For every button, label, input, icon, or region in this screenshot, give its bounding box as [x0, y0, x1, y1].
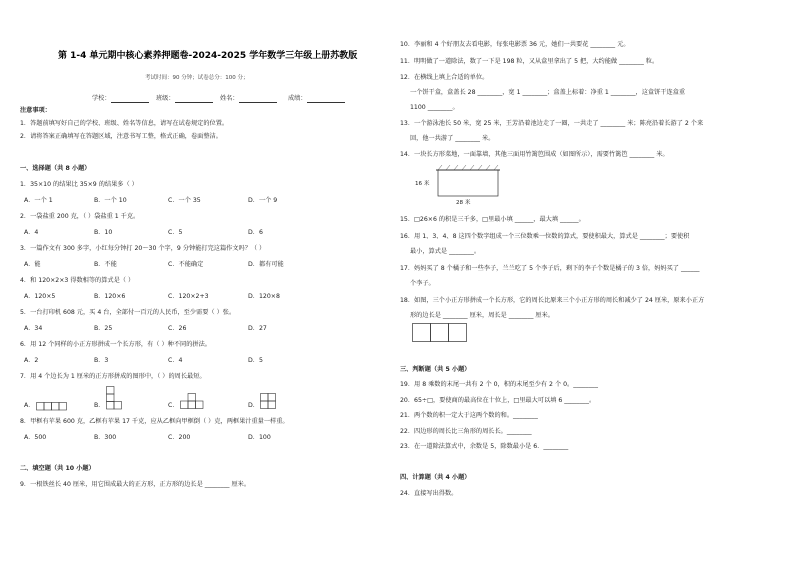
- option[interactable]: C．: [168, 402, 179, 409]
- notice-item: 2．请将答案正确填写在答题区域，注意书写工整，格式正确，卷面整洁。: [20, 133, 222, 140]
- option[interactable]: B．10: [94, 229, 113, 236]
- figure-label: 16 米: [415, 181, 430, 187]
- option[interactable]: B．300: [94, 434, 117, 441]
- shape-b-icon: [106, 386, 124, 411]
- section-heading: 一、选择题（共 8 小题）: [20, 165, 91, 172]
- option[interactable]: B．: [94, 402, 105, 409]
- option[interactable]: C．26: [168, 325, 187, 332]
- figure-label: 28 米: [456, 200, 471, 206]
- option[interactable]: D．27: [248, 325, 267, 332]
- question-text: 20．65÷□，要使商的最高位在十位上，□里最大可以填 6 ________。: [400, 397, 596, 404]
- option[interactable]: A．能: [24, 261, 41, 268]
- question-text: 7．用 4 个边长为 1 厘米的正方形拼成的图形中，（ ）的周长最短。: [20, 373, 206, 380]
- option[interactable]: D．100: [248, 434, 271, 441]
- option[interactable]: C．120×2+3: [168, 293, 209, 300]
- option[interactable]: B．一个 10: [94, 197, 127, 204]
- option[interactable]: A．500: [24, 434, 47, 441]
- option[interactable]: C．200: [168, 434, 191, 441]
- option[interactable]: B．120×6: [94, 293, 126, 300]
- question-text: 4．和 120×2×3 得数相等的算式是（ ）: [20, 277, 135, 284]
- question-text: 17．妈妈买了 8 个橘子和一些李子，兰兰吃了 5 个李子后，剩下的李子个数是橘子的 3 倍，妈妈买了 ______: [400, 265, 700, 272]
- option[interactable]: C．5: [168, 229, 183, 236]
- section-heading: 三、判断题（共 5 小题）: [400, 366, 471, 373]
- question-text: 15．□26×6 的积是三千多，□里最小填 ______，最大填 ______。: [400, 216, 585, 223]
- option[interactable]: A．一个 1: [24, 197, 53, 204]
- question-text: 10．李丽和 4 个好朋友去看电影，每张电影票 36 元，她们一共要花 ________ 元。: [400, 41, 630, 48]
- shape-d-icon: [260, 393, 278, 411]
- question-text: 5．一台打印机 608 元，买 4 台，全部付一百元的人民币，至少需要（ ）张。: [20, 309, 236, 316]
- notice-item: 1．答题前填写好自己的学校、班级、姓名等信息，请写在试卷规定的位置。: [20, 120, 229, 127]
- question-text: 11．明明做了一道除法，数了一下是 198 粒，又从盒里拿出了 5 把，大约能做 ________ 粒。: [400, 58, 659, 65]
- option[interactable]: B．不能: [94, 261, 117, 268]
- question-text: 8．甲框有苹果 600 克，乙框有苹果 17 千克，应从乙框向甲框倒（ ）克，两框果汁重量一样重。: [20, 418, 289, 425]
- question-text: 13．一个游泳池长 50 米，宽 25 米，王芳沿着池边走了一圈，一共走了 ________ 米；陈亮沿着长游了 2 个来: [400, 120, 704, 127]
- option[interactable]: A．4: [24, 229, 39, 236]
- shape-a-icon: [36, 402, 68, 411]
- question-text: 3．一篇作文有 300 多字，小红每分钟打 20～30 个字，9 分钟能打完这篇作文吗？（ ）: [20, 245, 266, 252]
- question-text: 18．如图，三个小正方形拼成一个长方形，它的周长比原来三个小正方形的周长和减少了 24 厘米，原来小正方: [400, 297, 705, 304]
- class-field[interactable]: 班级：: [156, 95, 213, 103]
- exam-info: 考试时间：90 分钟；试卷总分：100 分；: [145, 75, 249, 81]
- question-text: 1100 ________。: [410, 104, 459, 111]
- question-text: 最小，算式是 ________。: [410, 248, 481, 255]
- three-squares-figure: [412, 323, 472, 343]
- option[interactable]: D．120×8: [248, 293, 280, 300]
- section-heading: 二、填空题（共 10 小题）: [20, 465, 95, 472]
- question-text: 16．用 1、3、4、8 这四个数字组成一个三位数乘一位数的算式，要使积最大，算式是 ________；要使积: [400, 233, 690, 240]
- question-text: 1．35×10 的结果比 35×9 的结果多（ ）: [20, 181, 138, 188]
- question-text: 22．四边形的周长比三角形的周长长。________: [400, 428, 532, 435]
- question-text: 19．用 8 乘数的末尾一共有 2 个 0，积的末尾至少有 2 个 0。________: [400, 381, 598, 388]
- score-field[interactable]: 成绩：: [288, 95, 345, 103]
- option[interactable]: A．: [24, 402, 35, 409]
- question-text: 14．一块长方形菜地，一面靠墙，其他三面用竹篱笆围成（如图所示），需要竹篱笆 ________ 米。: [400, 151, 669, 158]
- question-text: 个李子。: [410, 280, 435, 287]
- option[interactable]: D．都有可能: [248, 261, 284, 268]
- name-field[interactable]: 姓名：: [220, 95, 277, 103]
- option[interactable]: D．一个 9: [248, 197, 278, 204]
- question-text: 形的边长是 ________ 厘米，周长是 ________ 厘米。: [410, 312, 554, 319]
- option[interactable]: A．2: [24, 357, 39, 364]
- question-text: 12．在横线上填上合适的单位。: [400, 74, 489, 81]
- option[interactable]: B．3: [94, 357, 109, 364]
- question-text: 2．一袋盐重 200 克，（ ）袋盐重 1 千克。: [20, 213, 140, 220]
- page-title: 第 1-4 单元期中核心素养押题卷-2024-2025 学年数学三年级上册苏教版: [58, 51, 358, 61]
- section-heading: 四、计算题（共 4 小题）: [400, 474, 471, 481]
- school-field[interactable]: 学校：: [92, 95, 149, 103]
- notice-heading: 注意事项：: [20, 107, 51, 114]
- question-text: 回，他一共游了 ________ 米。: [410, 135, 495, 142]
- option[interactable]: B．25: [94, 325, 113, 332]
- option[interactable]: D．6: [248, 229, 263, 236]
- option[interactable]: A．34: [24, 325, 43, 332]
- option[interactable]: D．5: [248, 357, 263, 364]
- option[interactable]: C．不能确定: [168, 261, 204, 268]
- question-text: 23．在一道除法算式中，余数是 5，除数最小是 6．________: [400, 443, 569, 450]
- question-text: 9．一根铁丝长 40 厘米，用它围成最大的正方形，正方形的边长是 ________ 厘米。: [20, 481, 251, 488]
- option[interactable]: D．: [248, 402, 259, 409]
- option[interactable]: C．一个 35: [168, 197, 201, 204]
- question-text: 21．两个数的积一定大于这两个数的和。________: [400, 412, 538, 419]
- question-text: 6．用 12 个同样的小正方形拼成一个长方形，有（ ）种不同的拼法。: [20, 341, 211, 348]
- option[interactable]: C．4: [168, 357, 183, 364]
- option[interactable]: A．120×5: [24, 293, 56, 300]
- shape-c-icon: [180, 393, 205, 411]
- question-text: 24．直接写出得数。: [400, 490, 458, 497]
- question-text: 一个饼干盒，盒盖长 28 ________，宽 1 ________；盒盖上标着：净重 1 ________，这盒饼干连盒重: [410, 89, 686, 96]
